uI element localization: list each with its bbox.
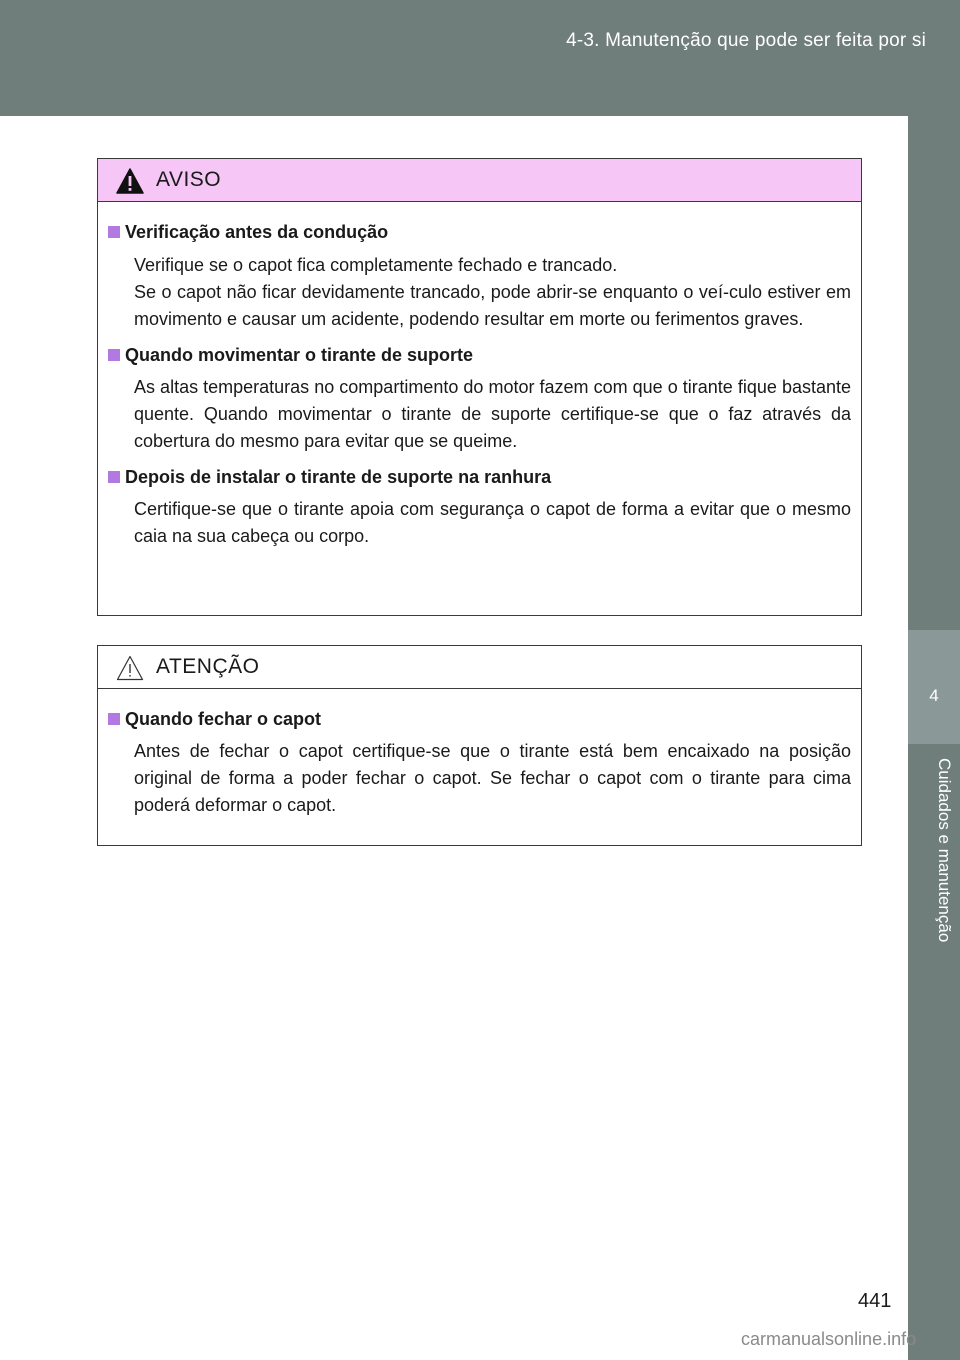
aviso-box bbox=[97, 158, 862, 616]
square-bullet-icon bbox=[108, 349, 120, 361]
page-number: 441 bbox=[858, 1290, 892, 1312]
atencao-header bbox=[98, 646, 861, 689]
aviso-paragraph: Verifique se o capot fica completamente fechado e trancado. bbox=[134, 255, 618, 275]
aviso-paragraph: As altas temperaturas no compartimento do motor fazem com que o tirante fique bastante quente. Quando movimentar o tirante de suporte certifique-se que o faz através da cobertura do mesmo para evitar que se queime. bbox=[134, 377, 851, 451]
aviso-paragraph: Certifique-se que o tirante apoia com segurança o capot de forma a evitar que o mesmo caia na sua cabeça ou corpo. bbox=[134, 499, 851, 546]
chapter-number: 4 bbox=[908, 630, 960, 744]
aviso-section-title: Depois de instalar o tirante de suporte na ranhura bbox=[108, 464, 851, 490]
watermark: carmanualsonline.info bbox=[741, 1329, 917, 1349]
aviso-paragraph: Se o capot não ficar devidamente trancado, pode abrir-se enquanto o veí-culo estiver em movimento e causar um acidente, podendo resultar em morte ou ferimentos graves. bbox=[134, 282, 851, 329]
aviso-header bbox=[98, 159, 861, 202]
chapter-label: Cuidados e manutenção bbox=[935, 758, 954, 943]
square-bullet-icon bbox=[108, 226, 120, 238]
aviso-section-title: Verificação antes da condução bbox=[108, 219, 851, 245]
section-title: 4-3. Manutenção que pode ser feita por si bbox=[566, 30, 926, 51]
atencao-section-title: Quando fechar o capot bbox=[108, 706, 851, 732]
square-bullet-icon bbox=[108, 471, 120, 483]
aviso-section-title: Quando movimentar o tirante de suporte bbox=[108, 342, 851, 368]
atencao-box bbox=[97, 645, 862, 846]
caution-triangle-icon bbox=[116, 655, 144, 681]
warning-triangle-icon bbox=[116, 168, 144, 194]
atencao-label: ATENÇÃO bbox=[156, 655, 260, 678]
atencao-paragraph: Antes de fechar o capot certifique-se que o tirante está bem encaixado na posição original de forma a poder fechar o capot. Se fechar o capot com o tirante para cima poderá deformar o capot. bbox=[134, 741, 851, 815]
page-header bbox=[0, 0, 960, 116]
aviso-label: AVISO bbox=[156, 168, 222, 191]
square-bullet-icon bbox=[108, 713, 120, 725]
side-tab-top bbox=[908, 116, 960, 630]
